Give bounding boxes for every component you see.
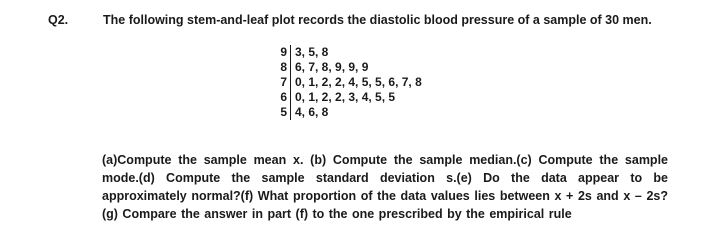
stem-leaf-row — [275, 90, 422, 105]
stem: 9 — [275, 45, 291, 60]
question-title: The following stem-and-leaf plot records the diastolic blood pressure of a sample of 30 men. — [103, 13, 652, 27]
stem-leaf-row — [275, 45, 422, 60]
question-parts: (a)Compute the sample mean x. (b) Compute the sample median.(c) Compute the sample mode.(d) Compute the sample standard deviation s.(e) Do the data appear to be approximately normal?(f) What proportion of the data values lies between x + 2s and x – 2s?(g) Compare the answer in part (f) to the one prescribed by the empirical rule — [102, 153, 668, 221]
stem: 6 — [275, 90, 291, 105]
leaves: 0, 1, 2, 2, 3, 4, 5, 5 — [295, 90, 396, 104]
leaves: 3, 5, 8 — [295, 45, 329, 59]
stem: 8 — [275, 60, 291, 75]
stem-leaf-row — [275, 60, 422, 75]
stem-leaf-row — [275, 75, 422, 90]
stem-leaf-plot — [275, 45, 422, 120]
leaves: 0, 1, 2, 2, 4, 5, 5, 6, 7, 8 — [295, 75, 422, 89]
stem-leaf-row — [275, 105, 422, 120]
leaves: 6, 7, 8, 9, 9, 9 — [295, 60, 369, 74]
stem: 5 — [275, 105, 291, 120]
stem: 7 — [275, 75, 291, 90]
leaves: 4, 6, 8 — [295, 105, 329, 119]
question-number: Q2. — [48, 13, 69, 27]
